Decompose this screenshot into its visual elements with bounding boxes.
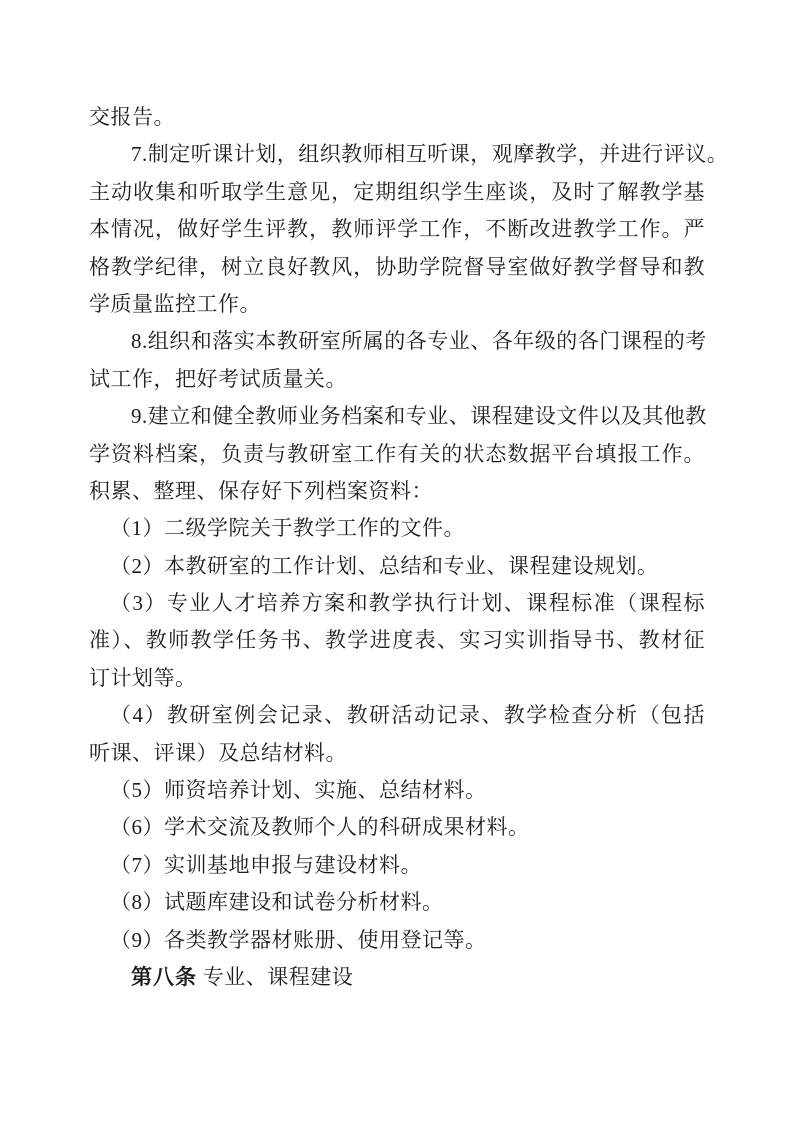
paragraph-continuation [89, 99, 705, 136]
text-line: （6）学术交流及教师个人的科研成果材料。 [110, 815, 530, 840]
text-line: 本情况，做好学生评教，教师评学工作，不断改进教学工作。严 [89, 217, 705, 242]
text-line: 7.制定听课计划，组织教师相互听课，观摩教学，并进行评议。 [131, 142, 729, 167]
text-line: 学资料档案，负责与教研室工作有关的状态数据平台填报工作。 [89, 441, 705, 466]
paragraph-subitem-7 [89, 847, 705, 884]
paragraph-article-8-heading [89, 959, 705, 996]
paragraph-subitem-2 [89, 548, 705, 585]
text-line: （2）本教研室的工作计划、总结和专业、课程建设规划。 [110, 553, 659, 578]
text-line: （9）各类教学器材账册、使用登记等。 [110, 927, 487, 952]
article-heading-line [89, 959, 705, 996]
text-line: 主动收集和听取学生意见，定期组织学生座谈，及时了解教学基 [89, 179, 705, 204]
text-line: 准）、教师教学任务书、教学进度表、实习实训指导书、教材征 [89, 628, 705, 653]
paragraph-subitem-6 [89, 809, 705, 846]
text-line: 订计划等。 [89, 665, 197, 690]
article-heading-text: 专业、课程建设 [197, 964, 354, 989]
text-line: 听课、评课）及总结材料。 [89, 740, 347, 765]
paragraph-subitem-9 [89, 922, 705, 959]
text-line: 积累、整理、保存好下列档案资料： [89, 478, 433, 503]
text-line: （3）专业人才培养方案和教学执行计划、课程标准（课程标 [110, 591, 705, 616]
paragraph-item-9 [89, 398, 705, 510]
text-line: 9.建立和健全教师业务档案和专业、课程建设文件以及其他教 [131, 404, 707, 429]
text-line: （7）实训基地申报与建设材料。 [110, 852, 422, 877]
paragraph-item-7 [89, 136, 729, 323]
paragraph-subitem-3 [89, 585, 705, 697]
text-line: （8）试题库建设和试卷分析材料。 [110, 890, 444, 915]
article-heading-label: 第八条 [131, 964, 197, 989]
paragraph-item-8 [89, 323, 705, 398]
text-line: 学质量监控工作。 [89, 291, 261, 316]
paragraph-subitem-1 [89, 510, 705, 547]
paragraph-subitem-8 [89, 884, 705, 921]
text-line: 格教学纪律，树立良好教风，协助学院督导室做好教学督导和教 [89, 254, 705, 279]
paragraph-subitem-5 [89, 772, 705, 809]
text-line: 8.组织和落实本教研室所属的各专业、各年级的各门课程的考 [131, 329, 707, 354]
text-line: 交报告。 [89, 105, 175, 129]
text-line: （1）二级学院关于教学工作的文件。 [110, 516, 465, 541]
text-line: 试工作，把好考试质量关。 [89, 366, 347, 391]
text-line: （5）师资培养计划、实施、总结材料。 [110, 778, 487, 803]
document-body [89, 99, 729, 996]
paragraph-subitem-4 [89, 697, 705, 772]
text-line: （4）教研室例会记录、教研活动记录、教学检查分析（包括 [110, 703, 705, 728]
